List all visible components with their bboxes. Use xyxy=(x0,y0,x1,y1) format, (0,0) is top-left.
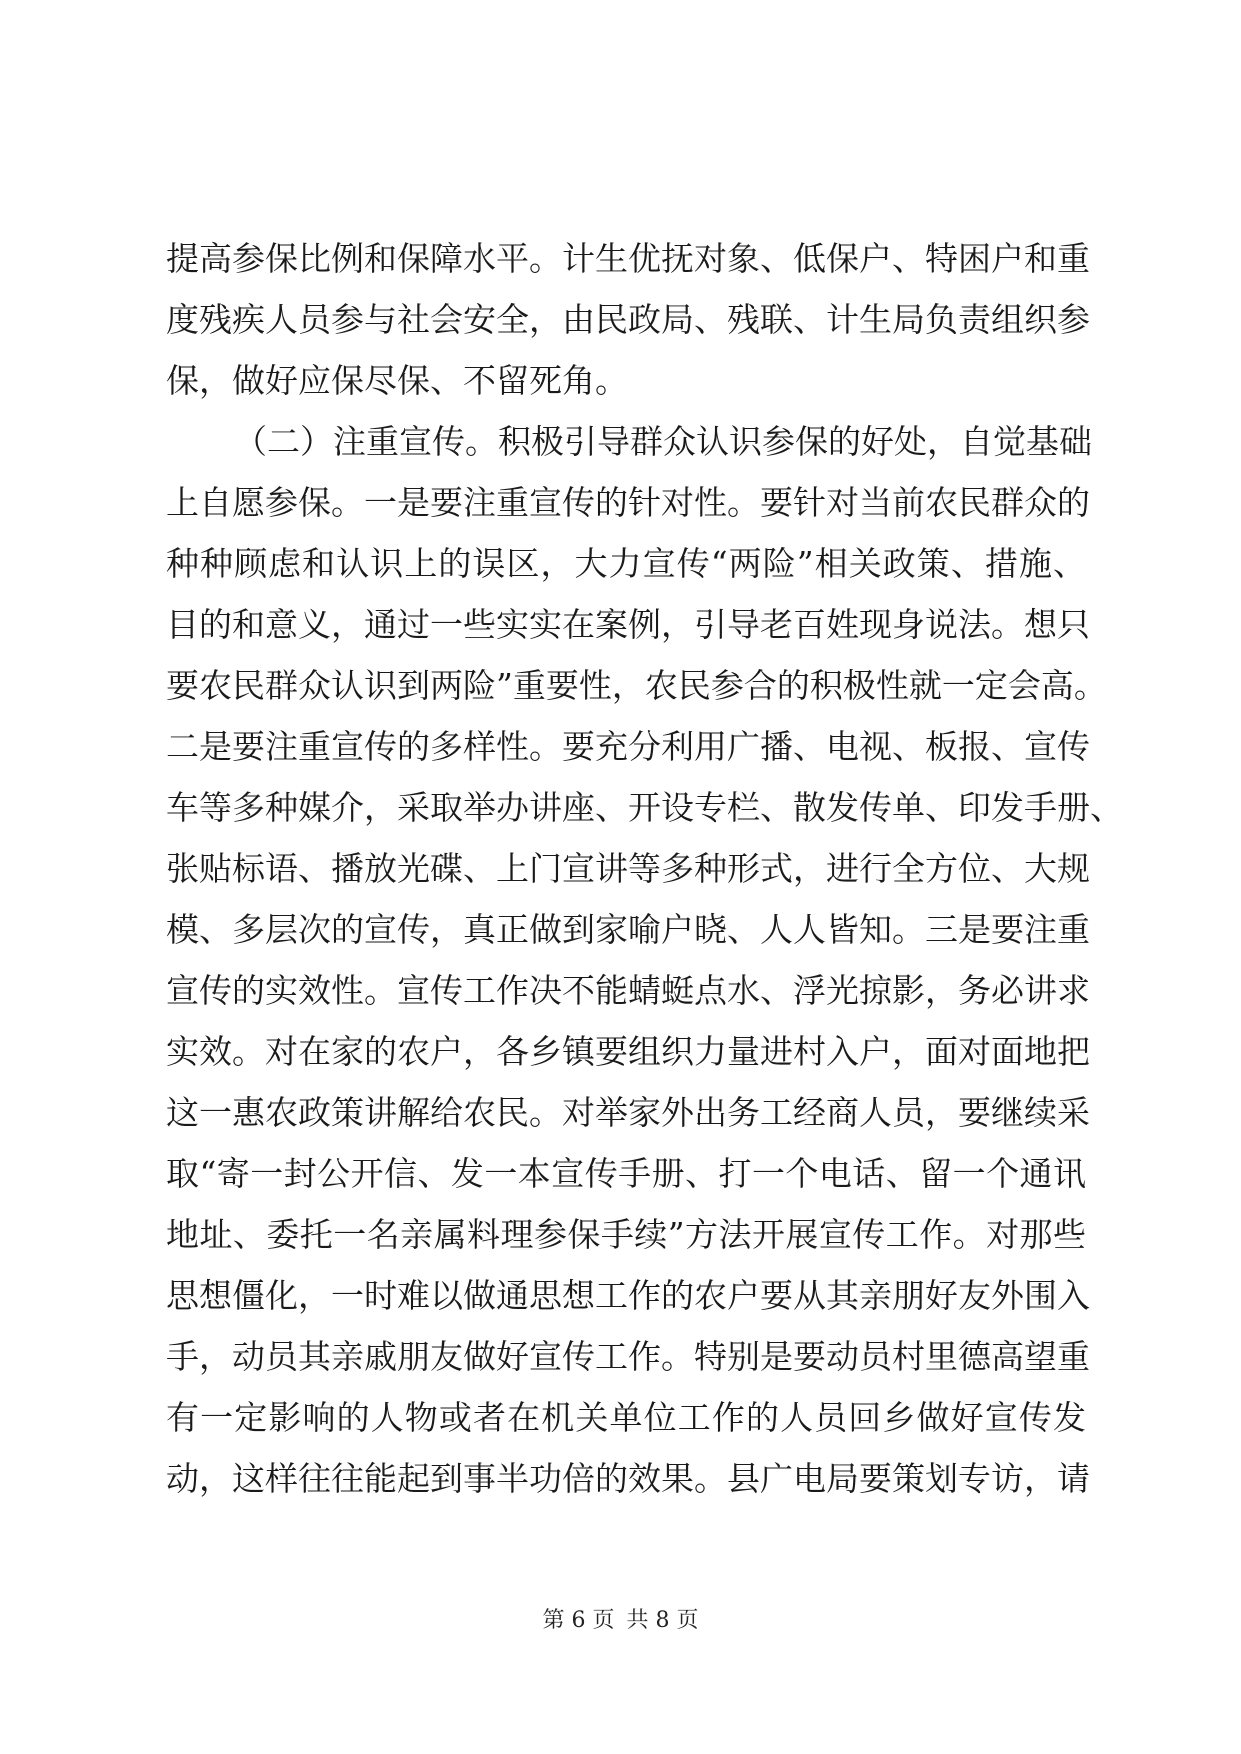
text-line: 二是要注重宣传的多样性。要充分利用广播、电视、板报、宣传 xyxy=(166,727,1090,766)
text-line: 取“寄一封公开信、发一本宣传手册、打一个电话、留一个通讯 xyxy=(166,1154,1086,1193)
text-line: 实效。对在家的农户，各乡镇要组织力量进村入户，面对面地把 xyxy=(166,1032,1090,1071)
text-line: 种种顾虑和认识上的误区，大力宣传“两险”相关政策、措施、 xyxy=(166,544,1086,583)
text-line: （二）注重宣传。积极引导群众认识参保的好处，自觉基础 xyxy=(234,422,1092,461)
text-line: 上自愿参保。一是要注重宣传的针对性。要针对当前农民群众的 xyxy=(166,483,1090,522)
text-line: 车等多种媒介，采取举办讲座、开设专栏、散发传单、印发手册、 xyxy=(166,788,1123,827)
text-line: 提高参保比例和保障水平。计生优抚对象、低保户、特困户和重 xyxy=(166,239,1090,278)
text-line: 动，这样往往能起到事半功倍的效果。县广电局要策划专访，请 xyxy=(166,1459,1090,1498)
text-line: 要农民群众认识到两险”重要性，农民参合的积极性就一定会高。 xyxy=(166,666,1107,705)
text-line: 张贴标语、播放光碟、上门宣讲等多种形式，进行全方位、大规 xyxy=(166,849,1090,888)
text-line: 手，动员其亲戚朋友做好宣传工作。特别是要动员村里德高望重 xyxy=(166,1337,1090,1376)
page-number: 第 6 页 xyxy=(542,1608,615,1633)
text-line: 度残疾人员参与社会安全，由民政局、残联、计生局负责组织参 xyxy=(166,300,1090,339)
text-line: 模、多层次的宣传，真正做到家喻户晓、人人皆知。三是要注重 xyxy=(166,910,1090,949)
text-line: 目的和意义，通过一些实实在案例，引导老百姓现身说法。想只 xyxy=(166,605,1090,644)
page-total: 共 8 页 xyxy=(626,1608,699,1633)
text-line: 宣传的实效性。宣传工作决不能蜻蜓点水、浮光掠影，务必讲求 xyxy=(166,971,1090,1010)
text-line: 有一定影响的人物或者在机关单位工作的人员回乡做好宣传发 xyxy=(166,1398,1086,1437)
body-text xyxy=(166,228,1123,1509)
text-line: 思想僵化，一时难以做通思想工作的农户要从其亲朋好友外围入 xyxy=(166,1276,1090,1315)
text-line: 保，做好应保尽保、不留死角。 xyxy=(166,361,628,400)
text-line: 地址、委托一名亲属料理参保手续”方法开展宣传工作。对那些 xyxy=(166,1215,1086,1254)
text-line: 这一惠农政策讲解给农民。对举家外出务工经商人员，要继续采 xyxy=(166,1093,1090,1132)
page-footer xyxy=(0,1607,1241,1635)
